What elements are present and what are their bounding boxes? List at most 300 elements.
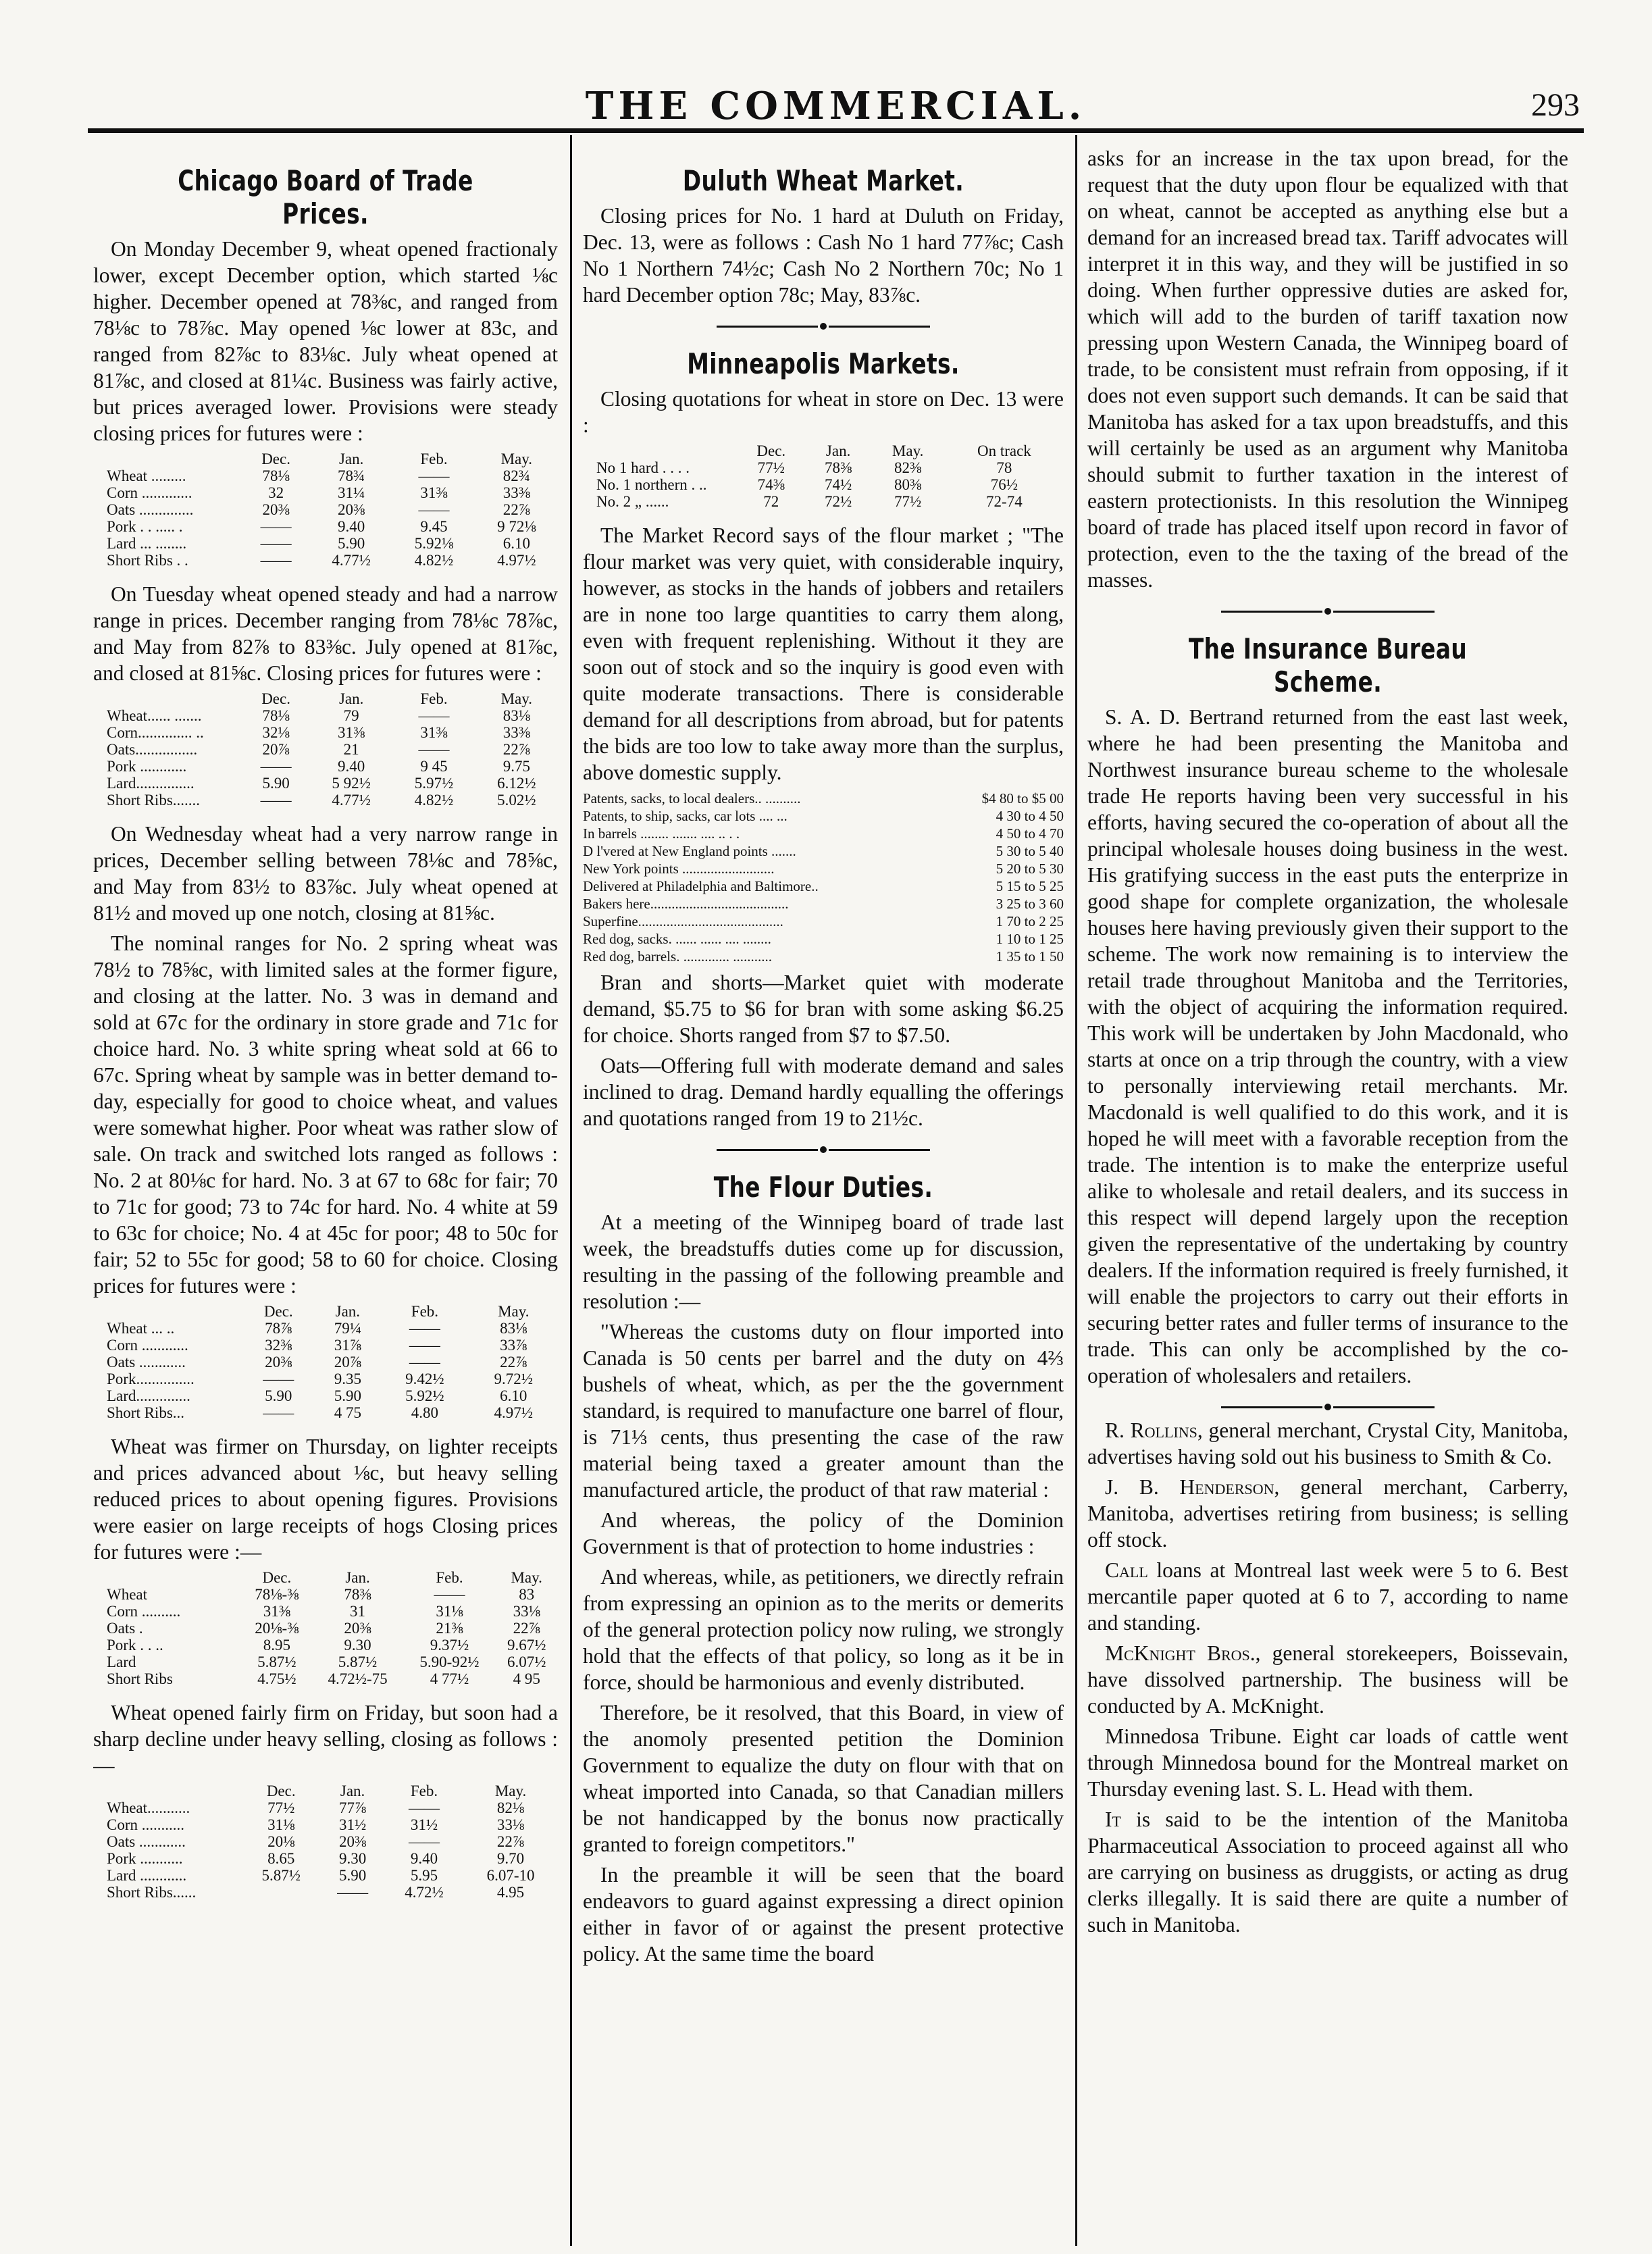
table-cell: Pork............... <box>107 1371 195 1387</box>
table-header <box>93 1569 558 1586</box>
paragraph: Bran and shorts—Market quiet with moderate demand, $5.75 to $6 for bran with some asking $6.25 for choice. Shorts ranged from $7 to $7.50. <box>583 971 1064 1047</box>
column-header: May. <box>511 1569 542 1586</box>
table-cell: Corn ........... <box>107 1816 184 1833</box>
table-row <box>93 1354 558 1371</box>
table-cell: 5.87½ <box>257 1654 296 1670</box>
table-cell: Delivered at Philadelphia and Baltimore.. <box>583 878 819 894</box>
table-cell: 33⅞ <box>500 1337 527 1354</box>
table-cell: 4 75 <box>334 1404 361 1421</box>
column-header: Dec. <box>261 451 290 467</box>
table-cell: Bakers here....................................... <box>583 896 789 912</box>
table-cell: —— <box>260 518 292 535</box>
table-cell: 8.65 <box>267 1850 295 1867</box>
column-header <box>93 1569 242 1586</box>
table-row <box>93 1833 558 1850</box>
table-cell: 77⅞ <box>338 1799 367 1816</box>
table-cell: 21⅜ <box>436 1620 463 1637</box>
masthead-rule <box>88 128 1584 133</box>
table-cell: —— <box>260 792 292 809</box>
table-row <box>93 1654 558 1670</box>
table-cell: Lard ... ........ <box>107 535 187 552</box>
separator-ornament <box>583 1144 1064 1156</box>
table-cell: 31¼ <box>338 484 365 501</box>
table-cell: 78⅛-⅜ <box>255 1586 299 1603</box>
table-row <box>583 948 1064 965</box>
table-cell: Oats . <box>107 1620 143 1637</box>
table-cell: 9.37½ <box>430 1637 469 1654</box>
table-cell: No. 1 northern . .. <box>596 476 707 493</box>
paragraph: Wheat opened fairly firm on Friday, but soon had a sharp decline under heavy selling, closing as follows :— <box>93 1701 558 1777</box>
table-cell: 83 <box>519 1586 535 1603</box>
table-cell: Corn.............. .. <box>107 724 204 741</box>
table-cell: 4.97½ <box>497 552 536 569</box>
table-row <box>583 459 1064 476</box>
price-table <box>583 442 1064 510</box>
table-cell: 72-74 <box>986 493 1023 510</box>
table-row <box>583 877 1064 895</box>
table-cell: 33⅜ <box>502 484 530 501</box>
paragraph: Oats—Offering full with moderate demand and sales inclined to drag. Demand hardly equalling the offerings and quotations ranged from 19 to 21½c. <box>583 1054 1064 1130</box>
table-row <box>93 467 558 484</box>
table-cell: No 1 hard . . . . <box>596 459 690 476</box>
table-cell: 9 72⅛ <box>497 518 536 535</box>
table-row <box>583 860 1064 877</box>
table-cell: Short Ribs... <box>107 1404 185 1421</box>
table-cell: 4.77½ <box>332 552 371 569</box>
table-cell: 82⅛ <box>496 1799 525 1816</box>
table-cell: 31⅜ <box>263 1603 290 1620</box>
table-row <box>93 484 558 501</box>
table-cell: 20⅜ <box>338 1833 367 1850</box>
table-cell: —— <box>337 1884 369 1901</box>
paragraph: The Market Record says of the flour market ; "The flour market was very quiet, with considerable inquiry, however, as stocks in the hands of jobbers and retailers are in none too large quantities to carry them along, even with frequent replenishing. Without it they are soon out of stock and so the inquiry is good even with quite moderate transactions. There is considerable demand for all descriptions from abroad, but for patents the bids are too low to take away more than the surplus, above domestic supply. <box>583 523 1064 784</box>
table-cell: Wheat........... <box>107 1799 190 1816</box>
table-cell: 78⅛ <box>262 467 290 484</box>
table-row <box>583 493 1064 510</box>
paragraph: On Tuesday wheat opened steady and had a narrow range in prices. December ranging from 78⅛c 78⅞c, and May from 82⅞ to 83⅜c. July opened at 81⅞c, and closed at 81⅝c. Closing prices for futures were : <box>93 582 558 685</box>
table-row <box>93 1620 558 1637</box>
table-cell: —— <box>418 467 450 484</box>
table-cell: 78 <box>996 459 1012 476</box>
column-header <box>93 451 242 467</box>
table-cell: 6.07½ <box>507 1654 546 1670</box>
article-title: Duluth Wheat Market. <box>682 164 964 197</box>
table-cell: Pork ............ <box>107 758 187 775</box>
column-header: May. <box>494 1783 527 1799</box>
price-table <box>93 1783 558 1901</box>
news-body: general storekeepers, Boissevain, have dissolved partnership. The business will be conducted by A. McKnight. <box>1087 1641 1568 1718</box>
column-header: Dec. <box>261 690 290 707</box>
table-cell: Lard............... <box>107 775 195 792</box>
table-cell: Pork . . .. <box>107 1637 163 1654</box>
table-row <box>93 775 558 792</box>
table-row <box>93 1884 558 1901</box>
table-cell: 79 <box>343 707 359 724</box>
table-cell: 4 95 <box>513 1670 540 1687</box>
table-row <box>93 1603 558 1620</box>
column-divider <box>570 135 572 2246</box>
table-cell: 78⅞ <box>265 1320 292 1337</box>
table-cell: 20⅜ <box>262 501 290 518</box>
column-header <box>93 1303 242 1320</box>
paragraph: At a meeting of the Winnipeg board of trade last week, the breadstuffs duties come up for discussion, resulting in the passing of the following preamble and resolution :— <box>583 1210 1064 1313</box>
table-cell: 20⅜ <box>338 501 365 518</box>
table-row <box>93 1850 558 1867</box>
table-cell: 5.90-92½ <box>419 1654 480 1670</box>
table-cell: 4.75½ <box>257 1670 296 1687</box>
table-cell: 9.72½ <box>494 1371 534 1387</box>
table-cell: Lard ............ <box>107 1867 187 1884</box>
table-cell: 6.12½ <box>497 775 536 792</box>
paragraph: S. A. D. Bertrand returned from the east last week, where he had been presenting the Manitoba and Northwest insurance bureau scheme to the wholesale trade He reports having been very successful in his efforts, having secured the co-operation of about all the principal wholesale houses doing business in the west. His gratifying success in the east puts the enterprize in good shape for complete organization, the wholesale houses here having previously given their support to the scheme. The work now remaining is to interview the retail trade throughout Manitoba and the Territories, with the object of acquiring the information required. This work will be undertaken by John Macdonald, who starts at once on a trip through the country, with a view to personally interviewing retail merchants. Mr. Macdonald is well qualified to do this work, and it is hoped he will meet with a favorable reception from the trade. The intention is to make the enterprize useful alike to wholesale and retail dealers, and its success in this respect will depend largely upon the reception given the representative of the undertaking by country dealers. If the information required is freely furnished, it will enable the projectors to carry out their efforts in securing better rates and fuller terms of insurance to the trade. This can only be accomplished by the co-operation of wholesalers and retailers. <box>1087 705 1568 1387</box>
news-body: is said to be the intention of the Manitoba Pharmaceutical Association to proceed against all who are carrying on business as druggists, or acting as drug clerks illegally. It is said there are quite a number of such in Manitoba. <box>1087 1808 1568 1937</box>
table-cell: 20⅜ <box>344 1620 371 1637</box>
column-header <box>93 1783 242 1799</box>
table-row <box>93 552 558 569</box>
table-cell: 1 70 to 2 25 <box>996 913 1064 929</box>
news-lead: McKnight Bros., <box>1105 1641 1261 1665</box>
table-cell: In barrels ........ ....... .... .. . . <box>583 825 740 842</box>
table-cell: Patents, sacks, to local dealers.. .......... <box>583 790 801 806</box>
table-row <box>93 1637 558 1654</box>
paragraph: "Whereas the customs duty on flour imported into Canada is 50 cents per barrel and the duty on 4⅔ bushels of wheat, which, as per the the government standard, is required to manufacture one barrel of flour, is 71⅓ cents, thus presenting the case of the raw material being taxed a greater amount than the manufactured article, the product of that raw material : <box>583 1320 1064 1502</box>
column-header: Jan. <box>335 1303 361 1320</box>
table-cell: 31⅜ <box>420 484 448 501</box>
table-cell: 5.87½ <box>338 1654 378 1670</box>
article-title: The Flour Duties. <box>713 1171 933 1204</box>
table-cell: 9.70 <box>496 1850 525 1867</box>
table-cell: 6.10 <box>500 1387 527 1404</box>
table-row <box>583 825 1064 842</box>
table-row <box>583 790 1064 807</box>
column-header: Jan. <box>338 451 364 467</box>
table-cell: Patents, to ship, sacks, car lots .... ... <box>583 808 788 824</box>
column-header: Jan. <box>340 1783 365 1799</box>
table-cell: 5.90 <box>265 1387 292 1404</box>
table-cell: 9.45 <box>420 518 448 535</box>
table-cell: 9.35 <box>334 1371 361 1387</box>
table-cell: Corn ............ <box>107 1337 188 1354</box>
table-cell: —— <box>263 1371 294 1387</box>
table-row <box>93 1337 558 1354</box>
table-cell: 22⅞ <box>500 1354 527 1371</box>
table-cell: 9.75 <box>502 758 530 775</box>
table-cell: 78⅜ <box>344 1586 371 1603</box>
table-cell: 8.95 <box>263 1637 290 1654</box>
table-cell: 20⅛ <box>267 1833 295 1850</box>
table-cell: 4.72½ <box>405 1884 444 1901</box>
table-cell: 5.97½ <box>414 775 454 792</box>
table-cell: New York points .......................... <box>583 861 775 877</box>
table-cell: 80⅜ <box>894 476 922 493</box>
table-cell: —— <box>409 1354 440 1371</box>
column-header: May. <box>500 451 533 467</box>
table-row <box>93 518 558 535</box>
table-cell: Red dog, sacks. ...... ...... .... ........ <box>583 931 771 947</box>
table-cell: 3 25 to 3 60 <box>996 896 1064 912</box>
table-cell: —— <box>260 758 292 775</box>
table-cell: 32⅜ <box>265 1337 292 1354</box>
table-cell: 78⅜ <box>825 459 852 476</box>
page-number: 293 <box>1531 87 1580 123</box>
table-cell: Lard <box>107 1654 136 1670</box>
table-cell: 31⅜ <box>338 724 365 741</box>
table-cell: Pork ........... <box>107 1850 183 1867</box>
separator-ornament <box>583 320 1064 332</box>
news-item <box>1087 1640 1568 1719</box>
table-cell: 20⅞ <box>262 741 290 758</box>
table-cell: 33⅛ <box>513 1603 540 1620</box>
table-cell: 6.07-10 <box>486 1867 535 1884</box>
table-cell: 83⅛ <box>500 1320 527 1337</box>
table-cell: 4 77½ <box>430 1670 469 1687</box>
table-cell: 77½ <box>757 459 785 476</box>
separator-ornament <box>1087 605 1568 617</box>
table-cell: 32 <box>268 484 284 501</box>
column-header: Feb. <box>420 451 448 467</box>
table-cell: —— <box>263 1404 294 1421</box>
table-cell: 31½ <box>410 1816 438 1833</box>
table-cell: —— <box>418 501 450 518</box>
news-body: general merchant, Carberry, Manitoba, advertises retiring from business; is selling off stock. <box>1087 1475 1568 1552</box>
table-cell: —— <box>409 1833 440 1850</box>
column-3 <box>1087 145 1568 2234</box>
table-cell: No. 2 „ ...... <box>596 493 669 510</box>
table-cell: Corn .......... <box>107 1603 181 1620</box>
table-cell: 22⅞ <box>496 1833 525 1850</box>
price-table <box>93 451 558 569</box>
table-cell: 83⅛ <box>502 707 530 724</box>
table-cell: Short Ribs <box>107 1670 173 1687</box>
table-row <box>583 895 1064 913</box>
table-header <box>93 451 558 467</box>
table-cell: 77½ <box>894 493 922 510</box>
table-cell: Superfine......................................... <box>583 913 783 929</box>
table-cell: —— <box>409 1337 440 1354</box>
table-cell: 5 15 to 5 25 <box>996 878 1064 894</box>
article-title: Minneapolis Markets. <box>687 347 960 380</box>
table-cell: 1 10 to 1 25 <box>996 931 1064 947</box>
table-cell: 5 20 to 5 30 <box>996 861 1064 877</box>
table-cell: 32⅛ <box>262 724 290 741</box>
table-cell: Lard.............. <box>107 1387 190 1404</box>
separator-ornament <box>1087 1401 1568 1413</box>
table-cell: 78¾ <box>338 467 365 484</box>
table-cell: 76½ <box>990 476 1018 493</box>
table-cell: Pork . . ..... . <box>107 518 183 535</box>
table-cell: 74⅜ <box>757 476 785 493</box>
table-cell: 9.40 <box>410 1850 438 1867</box>
table-row <box>583 807 1064 825</box>
table-cell: Wheat <box>107 1586 148 1603</box>
table-cell: Short Ribs....... <box>107 792 201 809</box>
table-cell: 4.82½ <box>414 792 454 809</box>
column-header: Dec. <box>262 1569 292 1586</box>
column-header: Feb. <box>420 690 448 707</box>
table-cell: 31⅛ <box>267 1816 295 1833</box>
masthead-title: THE COMMERCIAL. <box>585 84 1087 128</box>
table-row <box>93 501 558 518</box>
table-header <box>93 1303 558 1320</box>
table-cell: 31⅛ <box>436 1603 463 1620</box>
table-cell: 4.95 <box>496 1884 525 1901</box>
paragraph: And whereas, the policy of the Dominion Government is that of protection to home industries : <box>583 1508 1064 1558</box>
table-cell: 82⅜ <box>894 459 922 476</box>
table-cell: 20⅛-⅜ <box>255 1620 299 1637</box>
table-cell: 33⅜ <box>502 724 530 741</box>
price-table <box>93 1303 558 1421</box>
paragraph: In the preamble it will be seen that the board endeavors to guard against expressing a direct opinion either in favor of or against the present protective policy. At the same time the board <box>583 1863 1064 1966</box>
table-row <box>93 1816 558 1833</box>
table-row <box>93 1586 558 1603</box>
column-header: Jan. <box>345 1569 370 1586</box>
table-cell: 9.40 <box>338 518 365 535</box>
paragraph: And whereas, while, as petitioners, we directly refrain from expressing an opinion as to the merits or demerits of the general protection policy now ruling, we strongly hold that the effects of that policy, so long as it be in force, should be harmonious and evenly distributed. <box>583 1565 1064 1694</box>
table-cell: Red dog, barrels. ............. ........... <box>583 948 772 965</box>
paragraph: The nominal ranges for No. 2 spring wheat was 78½ to 78⅝c, with limited sales at the former figure, and closing at the latter. No. 3 was in demand and sold at 67c for the ordinary in store grade and 71c for choice hard. No. 3 white spring wheat sold at 66 to 67c. Spring wheat by sample was in better demand to-day, especially for good to choice wheat, and values were somewhat higher. Poor wheat was rather slow of sale. On track and switched lots ranged as follows : No. 2 at 80⅛c for hard. No. 3 at 67 to 68c for fair; 70 to 71c for good; 73 to 74c for hard. No. 4 white at 59 to 63c for choice; No. 4 at 45c for poor; 48 to 50c for fair; 52 to 55c for good; 58 to 60 for choice. Closing prices for futures were : <box>93 931 558 1298</box>
table-cell: 31⅜ <box>420 724 448 741</box>
table-header <box>93 690 558 707</box>
table-cell: 22⅞ <box>513 1620 540 1637</box>
column-header: Dec. <box>266 1783 296 1799</box>
table-cell: —— <box>409 1320 440 1337</box>
table-row <box>93 741 558 758</box>
column-2 <box>583 145 1064 2234</box>
table-cell: Corn ............. <box>107 484 192 501</box>
table-cell: 77½ <box>267 1799 295 1816</box>
table-cell: —— <box>434 1586 465 1603</box>
table-row <box>583 842 1064 860</box>
news-lead: It <box>1105 1808 1121 1831</box>
table-cell: 5.90 <box>334 1387 361 1404</box>
table-cell: 74½ <box>825 476 852 493</box>
news-item <box>1087 1557 1568 1636</box>
table-cell: 22⅞ <box>502 741 530 758</box>
news-body: loans at Montreal last week were 5 to 6. Best mercantile paper quoted at 6 to 7, according to name and standing. <box>1087 1558 1568 1635</box>
table-row <box>93 1387 558 1404</box>
table-cell: 5 92½ <box>332 775 371 792</box>
table-cell: 72½ <box>825 493 852 510</box>
table-cell: 5.92⅛ <box>414 535 454 552</box>
table-cell: 5.90 <box>338 535 365 552</box>
news-item <box>1087 1474 1568 1553</box>
table-cell: 31 <box>350 1603 366 1620</box>
table-cell: Short Ribs...... <box>107 1884 197 1901</box>
table-cell: 4.77½ <box>332 792 371 809</box>
paragraph: Therefore, be it resolved, that this Board, in view of the anomoly presented petition the Dominion Government to equalize the duty on flour with that on wheat imported into Canada, so that Canadian millers be not handicapped by the bonus now practically granted to foreign competitors." <box>583 1701 1064 1856</box>
paragraph: Closing prices for No. 1 hard at Duluth on Friday, Dec. 13, were as follows : Cash No 1 hard 77⅞c; Cash No 1 Northern 74½c; Cash No 2 Northern 70c; No 1 hard December option 78c; May, 83⅞c. <box>583 204 1064 307</box>
table-cell: 4 50 to 4 70 <box>996 825 1064 842</box>
table-row <box>93 1404 558 1421</box>
table-cell: 78⅛ <box>262 707 290 724</box>
table-cell: 72 <box>763 493 779 510</box>
flour-price-table <box>583 790 1064 965</box>
table-cell: 20⅜ <box>265 1354 292 1371</box>
column-header: May. <box>892 442 924 459</box>
table-cell: Short Ribs . . <box>107 552 188 569</box>
table-cell: 4.72½-75 <box>328 1670 388 1687</box>
paragraph: Closing quotations for wheat in store on Dec. 13 were : <box>583 387 1064 437</box>
table-cell: 33⅛ <box>496 1816 525 1833</box>
table-cell: 5 30 to 5 40 <box>996 843 1064 859</box>
article-title: The Insurance Bureau Scheme. <box>1188 632 1468 698</box>
column-header: May. <box>500 690 533 707</box>
table-cell: —— <box>418 707 450 724</box>
table-row <box>93 1371 558 1387</box>
column-header: Dec. <box>263 1303 293 1320</box>
column-header: Feb. <box>411 1303 439 1320</box>
table-row <box>93 1867 558 1884</box>
table-cell: 9.30 <box>344 1637 371 1654</box>
table-cell: 9.30 <box>338 1850 367 1867</box>
table-cell: 4.80 <box>411 1404 439 1421</box>
table-cell: 4.82½ <box>414 552 454 569</box>
table-row <box>93 792 558 809</box>
news-lead: R. Rollins, <box>1105 1418 1203 1442</box>
table-cell: Oats ............ <box>107 1833 186 1850</box>
table-cell: 20⅞ <box>334 1354 361 1371</box>
table-cell: 21 <box>343 741 359 758</box>
price-table <box>93 690 558 809</box>
table-cell: 4 30 to 4 50 <box>996 808 1064 824</box>
table-row <box>93 1320 558 1337</box>
column-header <box>93 690 242 707</box>
paragraph: Wheat was firmer on Thursday, on lighter receipts and prices advanced about ⅛c, but heavy selling reduced prices to about opening figures. Provisions were easier on large receipts of hogs Closing prices for futures were :— <box>93 1435 558 1564</box>
news-lead: J. B. Henderson, <box>1105 1475 1280 1499</box>
column-header: Feb. <box>410 1783 438 1799</box>
paragraph: On Wednesday wheat had a very narrow range in prices, December selling between 78⅛c and 78⅝c, and May from 83½ to 83⅞c. July wheat opened at 81½ and moved up one notch, closing at 81⅝c. <box>93 822 558 925</box>
table-cell: 9.42½ <box>405 1371 444 1387</box>
column-header: On track <box>977 442 1031 459</box>
news-item <box>1087 1806 1568 1938</box>
table-cell: —— <box>418 741 450 758</box>
column-divider <box>1075 135 1077 2246</box>
table-cell: Oats................ <box>107 741 198 758</box>
table-row <box>583 913 1064 930</box>
table-cell: D l'vered at New England points ....... <box>583 843 796 859</box>
table-row <box>93 535 558 552</box>
table-cell: Wheat...... ....... <box>107 707 202 724</box>
table-cell: —— <box>260 535 292 552</box>
table-cell: —— <box>260 552 292 569</box>
table-cell: $4 80 to $5 00 <box>981 790 1064 806</box>
column-header: Jan. <box>825 442 851 459</box>
news-body: general merchant, Crystal City, Manitoba, advertises having sold out his business to Smith & Co. <box>1087 1418 1568 1468</box>
table-row <box>93 758 558 775</box>
table-cell <box>242 1884 320 1901</box>
table-cell: —— <box>409 1799 440 1816</box>
column-header: Jan. <box>338 690 364 707</box>
table-cell: 6.10 <box>502 535 530 552</box>
news-lead: Call <box>1105 1558 1148 1582</box>
table-cell: 9 45 <box>420 758 448 775</box>
table-cell: 5.87½ <box>261 1867 301 1884</box>
table-cell: Wheat ... .. <box>107 1320 175 1337</box>
table-cell: 79¼ <box>334 1320 361 1337</box>
column-header <box>583 442 737 459</box>
table-cell: 9.67½ <box>507 1637 546 1654</box>
column-header: Dec. <box>756 442 786 459</box>
table-row <box>93 1799 558 1816</box>
article-title: Chicago Board of Trade Prices. <box>178 164 473 230</box>
table-row <box>93 707 558 724</box>
table-row <box>583 930 1064 948</box>
news-item <box>1087 1417 1568 1470</box>
table-cell: 5.02½ <box>497 792 536 809</box>
table-row <box>93 724 558 741</box>
table-cell: 5.95 <box>410 1867 438 1884</box>
table-row <box>583 476 1064 493</box>
